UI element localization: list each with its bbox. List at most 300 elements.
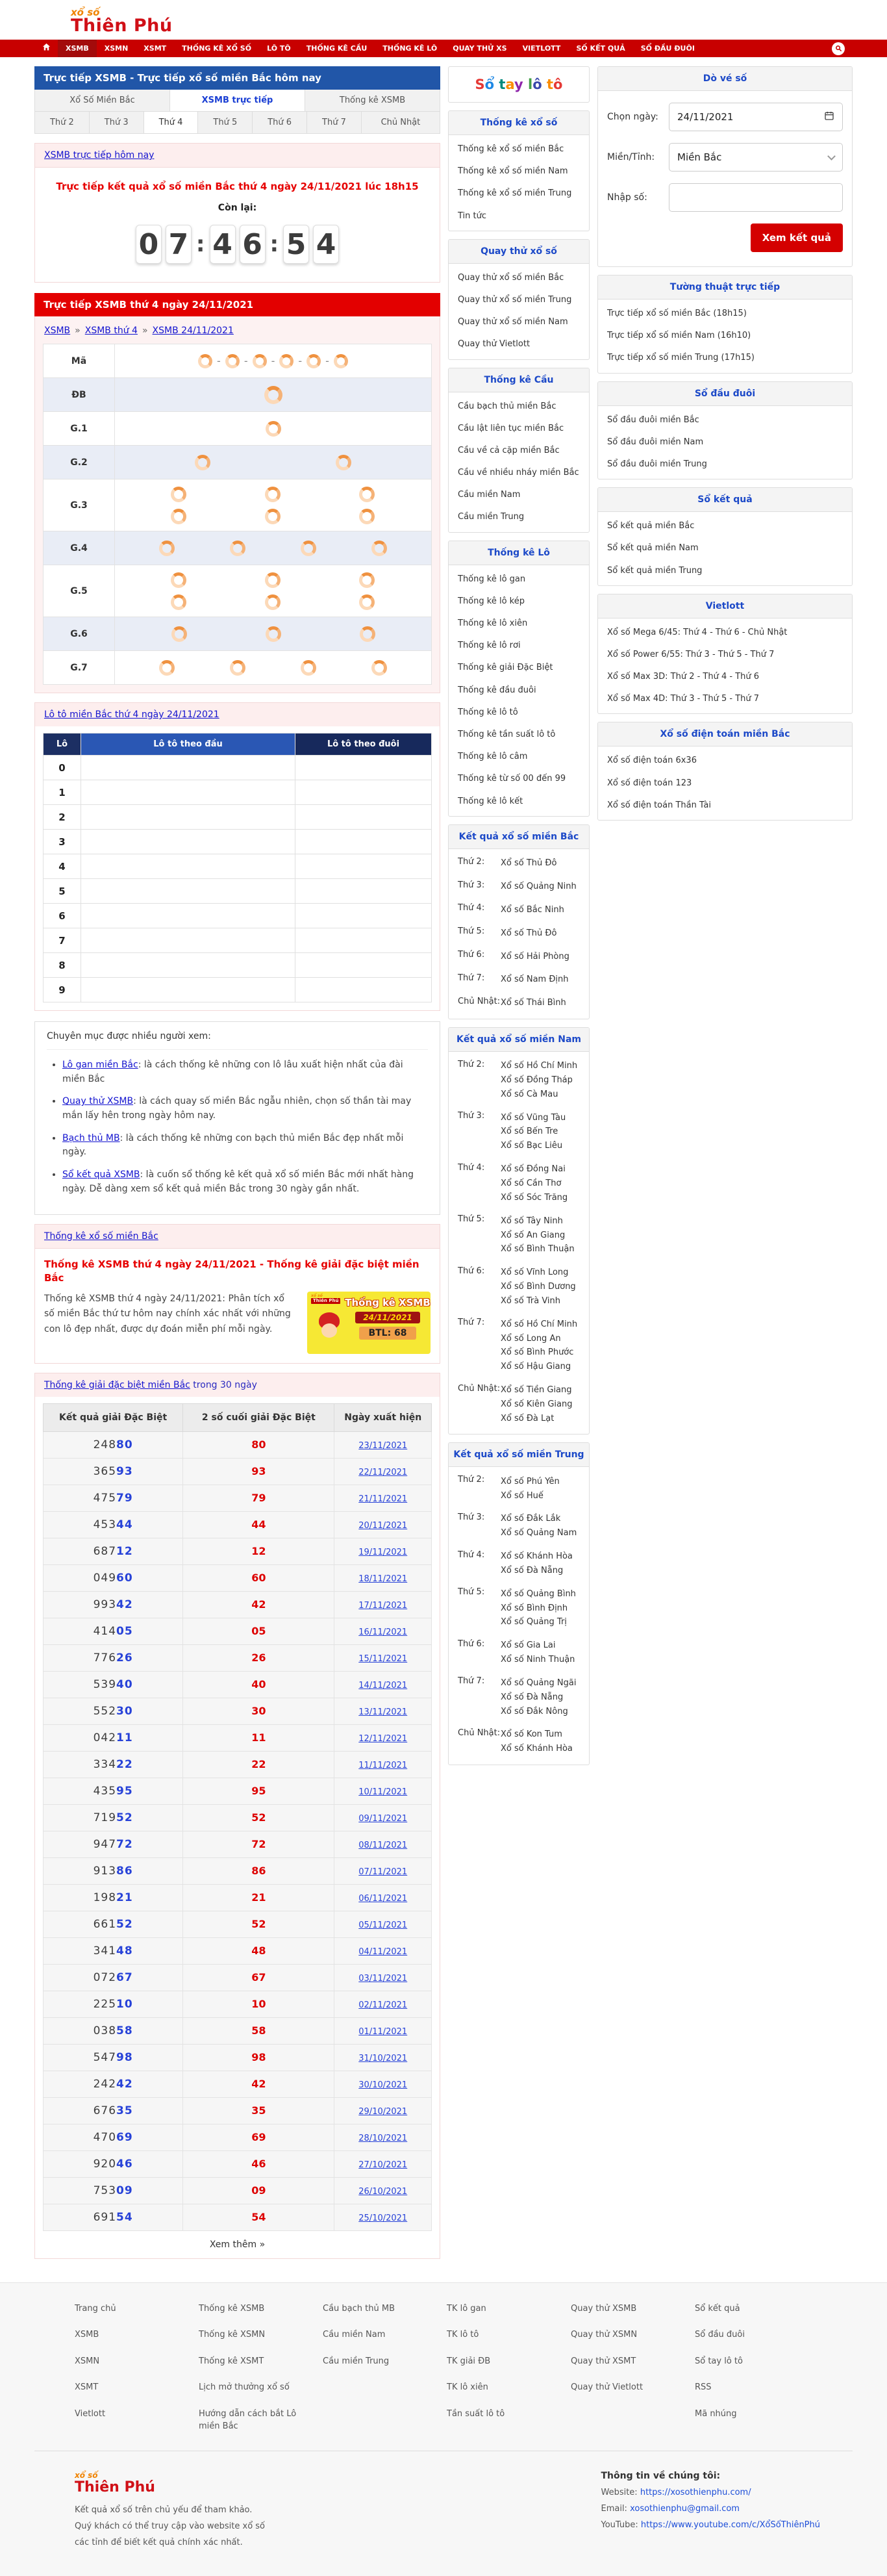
special-prize-number-cell bbox=[44, 1511, 183, 1538]
special-prize-number-cell bbox=[44, 1964, 183, 1991]
station-link[interactable]: Xổ số Khánh Hòa bbox=[501, 1551, 573, 1562]
station-link[interactable]: Xổ số Bình Dương bbox=[501, 1282, 576, 1292]
sidebar-card-item[interactable]: Thống kê lô gan bbox=[458, 574, 526, 584]
last-two-digits: 86 bbox=[251, 1865, 266, 1877]
number-tail: 21 bbox=[116, 1891, 133, 1904]
special-prize-number-cell bbox=[44, 1458, 183, 1485]
weekday-tab[interactable]: Thứ 3 bbox=[90, 112, 144, 134]
sidebar-card-item[interactable]: Thống kê lô rơi bbox=[458, 641, 521, 651]
schedule-stations bbox=[501, 1639, 589, 1668]
region-select[interactable] bbox=[669, 143, 843, 172]
date-link[interactable]: 16/11/2021 bbox=[358, 1627, 408, 1637]
date-link[interactable]: 19/11/2021 bbox=[358, 1548, 408, 1557]
about-link[interactable]: xosothienphu@gmail.com bbox=[630, 2503, 740, 2514]
result-row bbox=[44, 651, 432, 685]
nav-item[interactable]: THỐNG KÊ CẦU bbox=[306, 44, 368, 53]
date-link[interactable]: 08/11/2021 bbox=[358, 1841, 408, 1850]
last-two-digits-cell bbox=[183, 1618, 334, 1644]
sidebar-card-item[interactable]: Quay thử xổ số miền Trung bbox=[458, 294, 572, 305]
special-prize-number-cell bbox=[44, 1857, 183, 1884]
station-link[interactable]: Xổ số Quảng Bình bbox=[501, 1588, 576, 1599]
footer-link[interactable]: Hướng dẫn cách bắt Lô miền Bắc bbox=[199, 2408, 297, 2431]
footer-link[interactable]: Sổ đầu đuôi bbox=[695, 2330, 745, 2340]
station-link[interactable]: Xổ số Quảng Ngãi bbox=[501, 1677, 577, 1688]
sidebar-card-item[interactable]: Cầu về nhiều nháy miền Bắc bbox=[458, 468, 579, 478]
prize-value-cell bbox=[115, 479, 432, 531]
sidebar-card-item[interactable]: Thống kê xổ số miền Bắc bbox=[458, 144, 564, 154]
date-link[interactable]: 11/11/2021 bbox=[358, 1761, 408, 1770]
sidebar-card-list bbox=[598, 406, 852, 479]
loading-spinner-icon bbox=[264, 386, 282, 404]
number-tail: 10 bbox=[116, 1997, 133, 2011]
ticket-lookup-card bbox=[597, 66, 853, 267]
station-link[interactable]: Xổ số Bình Định bbox=[501, 1603, 568, 1613]
station-link[interactable]: Xổ số Quảng Trị bbox=[501, 1617, 567, 1627]
middle-sidebar bbox=[448, 66, 590, 1773]
breadcrumb-link[interactable]: XSMB thứ 4 bbox=[84, 325, 138, 336]
date-cell bbox=[334, 2124, 432, 2150]
loto-band-link[interactable]: Lô tô miền Bắc thứ 4 ngày 24/11/2021 bbox=[44, 709, 219, 720]
schedule-stations bbox=[501, 997, 589, 1011]
station-link[interactable]: Xổ số Hồ Chí Minh bbox=[501, 1061, 578, 1071]
special-prize-number bbox=[94, 2211, 133, 2224]
stats-article-panel bbox=[34, 1224, 440, 1364]
breadcrumb-separator: » bbox=[142, 325, 148, 336]
last-two-digits-cell bbox=[183, 1857, 334, 1884]
date-link[interactable]: 12/11/2021 bbox=[358, 1734, 408, 1744]
topic-link[interactable]: Quay thử XSMB bbox=[62, 1096, 134, 1107]
view-result-button[interactable]: Xem kết quả bbox=[751, 223, 843, 252]
nav-item[interactable]: QUAY THỬ XS bbox=[453, 44, 507, 53]
footer-link[interactable]: TK giải ĐB bbox=[447, 2356, 491, 2366]
footer-link[interactable]: TK lô gan bbox=[447, 2303, 486, 2314]
search-button[interactable] bbox=[832, 40, 853, 57]
station-link[interactable]: Xổ số Hải Phòng bbox=[501, 951, 569, 962]
last-two-digits: 46 bbox=[251, 2158, 266, 2170]
last-two-digits: 69 bbox=[251, 2131, 266, 2143]
number-head: 470 bbox=[93, 2130, 117, 2144]
station-link[interactable]: Xổ số Hồ Chí Minh bbox=[501, 1319, 578, 1329]
station-link[interactable]: Xổ số Tiền Giang bbox=[501, 1385, 572, 1396]
sidebar-card-title: Thống kê Lô bbox=[449, 541, 589, 565]
special-prize-number-cell bbox=[44, 1884, 183, 1911]
number-head: 038 bbox=[93, 2024, 117, 2037]
station-link[interactable]: Xổ số Kiên Giang bbox=[501, 1399, 573, 1409]
date-link[interactable]: 18/11/2021 bbox=[358, 1574, 408, 1584]
spinner-cell bbox=[132, 452, 273, 474]
schedule-row bbox=[449, 1262, 589, 1314]
loading-spinner-icon bbox=[171, 509, 186, 524]
number-head: 993 bbox=[93, 1598, 117, 1611]
footer-link[interactable]: Cầu bạch thủ MB bbox=[323, 2303, 395, 2314]
station-link[interactable]: Xổ số Kon Tum bbox=[501, 1729, 562, 1740]
sidebar-card-item[interactable]: Thống kê xổ số miền Trung bbox=[458, 188, 572, 199]
schedule-stations bbox=[501, 973, 589, 988]
station-link[interactable]: Xổ số Bình Thuận bbox=[501, 1244, 575, 1255]
last-two-digits: 54 bbox=[251, 2211, 266, 2223]
nav-items bbox=[58, 40, 703, 57]
schedule-stations bbox=[501, 880, 589, 895]
sidebar-card-item[interactable]: Trực tiếp xổ số miền Nam (16h10) bbox=[607, 331, 751, 341]
result-row bbox=[44, 479, 432, 531]
sidebar-card-item[interactable]: Sổ đầu đuôi miền Nam bbox=[607, 437, 704, 447]
prize-label: G.1 bbox=[44, 412, 115, 446]
sidebar-card-item[interactable]: Thống kê lô tô bbox=[458, 707, 518, 717]
station-link[interactable]: Xổ số Ninh Thuận bbox=[501, 1655, 575, 1665]
station-link[interactable]: Xổ số Bắc Ninh bbox=[501, 904, 564, 915]
site-logo[interactable] bbox=[71, 8, 173, 34]
notebook-letter: l bbox=[528, 77, 533, 92]
special-prize-number-cell bbox=[44, 1564, 183, 1591]
db-stats-band-rest: trong 30 ngày bbox=[190, 1379, 257, 1390]
spinner-cell bbox=[132, 383, 414, 407]
special-prize-number bbox=[94, 1758, 133, 1771]
weekday-tab[interactable]: Thứ 4 bbox=[144, 112, 199, 134]
loading-spinner-icon bbox=[371, 541, 387, 556]
date-link[interactable]: 04/11/2021 bbox=[358, 1947, 408, 1957]
special-prize-number bbox=[94, 2131, 133, 2144]
sidebar-card-item[interactable]: Thống kê giải Đặc Biệt bbox=[458, 663, 553, 673]
footer-brand-block bbox=[75, 2471, 265, 2551]
countdown-digit: 4 bbox=[313, 225, 339, 264]
sidebar-card-item[interactable]: Thống kê lô kết bbox=[458, 796, 523, 806]
station-link[interactable]: Xổ số An Giang bbox=[501, 1230, 566, 1240]
station-link[interactable]: Xổ số Cần Thơ bbox=[501, 1179, 562, 1188]
prize-spinners bbox=[115, 535, 431, 562]
footer-link[interactable]: Thống kê XSMN bbox=[199, 2330, 266, 2340]
sidebar-card bbox=[448, 368, 590, 533]
site-footer bbox=[0, 2282, 887, 2576]
spinner-cell bbox=[226, 483, 320, 505]
sidebar-card-item[interactable]: Cầu về cả cặp miền Bắc bbox=[458, 445, 560, 455]
region-value: Miền Bắc bbox=[677, 151, 722, 163]
special-prize-number bbox=[94, 1678, 133, 1691]
loto-row bbox=[44, 780, 432, 805]
loto-by-head-cell bbox=[81, 928, 295, 953]
prize-spinners bbox=[115, 449, 431, 476]
notebook-letter: t bbox=[499, 77, 506, 92]
schedule-row bbox=[449, 1583, 589, 1635]
date-link[interactable]: 01/11/2021 bbox=[358, 2027, 408, 2037]
station-link[interactable]: Xổ số Đắk Lắk bbox=[501, 1514, 561, 1524]
date-link[interactable]: 30/10/2021 bbox=[358, 2080, 408, 2090]
sidebar-card-list bbox=[449, 135, 589, 231]
footer-link[interactable]: TK lô xiên bbox=[447, 2382, 488, 2392]
footer-link[interactable]: Mã nhúng bbox=[695, 2408, 737, 2419]
about-link[interactable]: https://www.youtube.com/c/XổSốThiênPhú bbox=[640, 2519, 820, 2530]
loading-spinner-icon bbox=[253, 354, 267, 368]
sidebar-card-item[interactable]: Thống kê đầu đuôi bbox=[458, 685, 536, 695]
number-tail: 72 bbox=[116, 1837, 133, 1851]
sidebar-card-item[interactable]: Quay thử Vietlott bbox=[458, 339, 531, 350]
schedule-stations bbox=[501, 1728, 589, 1757]
station-link[interactable]: Xổ số Thái Bình bbox=[501, 998, 566, 1008]
station-link[interactable]: Xổ số Vũng Tàu bbox=[501, 1112, 566, 1123]
station-link[interactable]: Xổ số Sóc Trăng bbox=[501, 1192, 568, 1203]
sidebar-card-item[interactable]: Cầu miền Trung bbox=[458, 512, 525, 522]
live-band-link[interactable]: XSMB trực tiếp hôm nay bbox=[44, 150, 155, 160]
date-link[interactable]: 06/11/2021 bbox=[358, 1894, 408, 1904]
special-prize-row bbox=[44, 2204, 432, 2230]
number-head: 042 bbox=[93, 1731, 117, 1744]
about-link[interactable]: https://xosothienphu.com/ bbox=[640, 2487, 751, 2497]
sidebar-card-item[interactable]: Thống kê lô câm bbox=[458, 752, 528, 762]
weekday-tab[interactable]: Thứ 6 bbox=[253, 112, 307, 134]
sidebar-card-item[interactable]: Xổ số điện toán 6x36 bbox=[607, 756, 697, 766]
station-link[interactable]: Xổ số Đắk Nông bbox=[501, 1706, 568, 1716]
nav-item[interactable]: XSMB bbox=[58, 40, 97, 57]
date-link[interactable]: 26/10/2021 bbox=[358, 2187, 408, 2197]
station-link[interactable]: Xổ số Hậu Giang bbox=[501, 1362, 571, 1372]
special-prize-number-cell bbox=[44, 1485, 183, 1511]
footer-link[interactable]: XSMT bbox=[75, 2382, 99, 2392]
date-link[interactable]: 31/10/2021 bbox=[358, 2054, 408, 2063]
footer-link[interactable]: Cầu miền Nam bbox=[323, 2330, 386, 2340]
station-link[interactable]: Xổ số Huế bbox=[501, 1490, 543, 1501]
sidebar-card-item[interactable]: Xổ số Max 4D: Thứ 3 - Thứ 5 - Thứ 7 bbox=[607, 694, 760, 704]
stats-article-band-link[interactable]: Thống kê xổ số miền Bắc bbox=[44, 1231, 158, 1242]
stats-banner-image[interactable] bbox=[307, 1292, 431, 1354]
footer-tagline bbox=[75, 2502, 265, 2551]
spinner-cell bbox=[132, 483, 226, 505]
sidebar-card-item[interactable]: Trực tiếp xổ số miền Bắc (18h15) bbox=[607, 309, 747, 318]
footer-link[interactable]: XSMN bbox=[75, 2356, 100, 2366]
date-link[interactable]: 22/11/2021 bbox=[358, 1468, 408, 1477]
sidebar-card-item[interactable]: Sổ kết quả miền Bắc bbox=[607, 521, 695, 531]
footer-link[interactable]: Lịch mở thưởng xổ số bbox=[199, 2382, 290, 2392]
schedule-stations bbox=[501, 950, 589, 964]
sidebar-card-item[interactable]: Xổ số Power 6/55: Thứ 3 - Thứ 5 - Thứ 7 bbox=[607, 649, 775, 659]
number-head: 539 bbox=[93, 1677, 117, 1691]
sidebar-card-item[interactable]: Xổ số điện toán 123 bbox=[607, 778, 692, 788]
last-two-digits-cell bbox=[183, 1538, 334, 1564]
topic-link[interactable]: Bạch thủ MB bbox=[62, 1132, 120, 1143]
sidebar-card-item[interactable]: Thống kê từ số 00 đến 99 bbox=[458, 774, 566, 784]
nav-item[interactable]: LÔ TÔ bbox=[267, 44, 291, 53]
date-link[interactable]: 14/11/2021 bbox=[358, 1681, 408, 1690]
footer-link[interactable]: Thống kê XSMB bbox=[199, 2303, 265, 2314]
schedule-day-label: Thứ 5: bbox=[458, 1587, 485, 1598]
sidebar-card-item[interactable]: Thống kê lô kép bbox=[458, 596, 525, 606]
date-link[interactable]: 13/11/2021 bbox=[358, 1707, 408, 1717]
date-link[interactable]: 23/11/2021 bbox=[358, 1441, 408, 1451]
number-head: 776 bbox=[93, 1651, 117, 1664]
date-link[interactable]: 28/10/2021 bbox=[358, 2134, 408, 2143]
tab[interactable]: Xổ Số Miền Bắc bbox=[34, 90, 170, 112]
special-prize-row bbox=[44, 1698, 432, 1724]
tab[interactable]: Thống kê XSMB bbox=[305, 90, 440, 112]
date-link[interactable]: 03/11/2021 bbox=[358, 1974, 408, 1983]
sidebar-card-item[interactable]: Cầu miền Nam bbox=[458, 490, 521, 500]
date-link[interactable]: 21/11/2021 bbox=[358, 1494, 408, 1504]
date-link[interactable]: 17/11/2021 bbox=[358, 1601, 408, 1611]
station-link[interactable]: Xổ số Đà Nẵng bbox=[501, 1565, 564, 1575]
special-prize-header: 2 số cuối giải Đặc Biệt bbox=[183, 1403, 334, 1431]
schedule-day-label: Thứ 6: bbox=[458, 1639, 485, 1649]
nav-item[interactable]: THỐNG KÊ XỔ SỐ bbox=[182, 44, 252, 53]
breadcrumb bbox=[43, 324, 432, 344]
loading-spinner-icon bbox=[195, 455, 210, 470]
footer-link[interactable]: Sổ kết quả bbox=[695, 2303, 740, 2314]
stats-article-heading: Thống kê XSMB thứ 4 ngày 24/11/2021 - Thống kê giải đặc biệt miền Bắc bbox=[44, 1258, 419, 1284]
db-stats-band-link[interactable]: Thống kê giải đặc biệt miền Bắc bbox=[44, 1379, 190, 1390]
sidebar-card-item[interactable]: Quay thử xổ số miền Nam bbox=[458, 317, 568, 327]
weekday-tab[interactable]: Thứ 7 bbox=[307, 112, 362, 134]
prize-spinners bbox=[115, 654, 431, 682]
sidebar-card-item[interactable]: Sổ đầu đuôi miền Trung bbox=[607, 459, 707, 469]
station-link[interactable]: Xổ số Long An bbox=[501, 1333, 561, 1344]
special-prize-number bbox=[94, 1572, 133, 1585]
special-prize-number-cell bbox=[44, 1751, 183, 1778]
weekday-tab[interactable]: Thứ 2 bbox=[34, 112, 90, 134]
sidebar-card-item[interactable]: Xổ số Max 3D: Thứ 2 - Thứ 4 - Thứ 6 bbox=[607, 672, 760, 682]
footer-tagline-line: các tỉnh để biết kết quả chính xác nhất. bbox=[75, 2538, 243, 2548]
station-link[interactable]: Xổ số Khánh Hòa bbox=[501, 1744, 573, 1754]
station-link[interactable]: Xổ số Cà Mau bbox=[501, 1089, 558, 1099]
see-more-link[interactable]: Xem thêm » bbox=[209, 2239, 266, 2250]
loading-spinner-icon bbox=[159, 541, 175, 556]
sidebar-card-item[interactable]: Trực tiếp xổ số miền Trung (17h15) bbox=[607, 353, 755, 363]
sidebar-card-item[interactable]: Sổ kết quả miền Trung bbox=[607, 565, 703, 576]
schedule-row bbox=[449, 945, 589, 969]
station-link[interactable]: Xổ số Nam Định bbox=[501, 975, 569, 985]
date-cell bbox=[334, 1724, 432, 1751]
date-input[interactable] bbox=[669, 103, 843, 131]
topic-link[interactable]: Sổ kết quả XSMB bbox=[62, 1169, 140, 1180]
station-link[interactable]: Xổ số Đà Nẵng bbox=[501, 1692, 564, 1702]
sidebar-card-item[interactable]: Thống kê xổ số miền Nam bbox=[458, 166, 568, 177]
station-link[interactable]: Xổ số Quảng Ninh bbox=[501, 882, 577, 892]
date-cell bbox=[334, 2177, 432, 2204]
station-link[interactable]: Xổ số Tây Ninh bbox=[501, 1216, 563, 1226]
footer-link[interactable]: RSS bbox=[695, 2382, 712, 2392]
loto-by-tail-cell bbox=[295, 780, 432, 805]
notebook-letter: ổ bbox=[484, 77, 495, 92]
date-link[interactable]: 02/11/2021 bbox=[358, 2000, 408, 2010]
last-two-digits-cell bbox=[183, 2044, 334, 2071]
sidebar-card-item[interactable]: Sổ kết quả miền Nam bbox=[607, 543, 699, 554]
station-link[interactable]: Xổ số Đà Lạt bbox=[501, 1413, 555, 1423]
station-link[interactable]: Xổ số Đồng Nai bbox=[501, 1164, 566, 1175]
footer-link[interactable]: Trang chủ bbox=[75, 2303, 116, 2314]
date-link[interactable]: 05/11/2021 bbox=[358, 1920, 408, 1930]
date-link[interactable]: 09/11/2021 bbox=[358, 1814, 408, 1824]
footer-link[interactable]: Cầu miền Trung bbox=[323, 2356, 390, 2366]
date-link[interactable]: 07/11/2021 bbox=[358, 1867, 408, 1877]
footer-link[interactable]: Tần suất lô tô bbox=[447, 2408, 505, 2419]
breadcrumb-link[interactable]: XSMB bbox=[44, 325, 71, 336]
number-input[interactable] bbox=[669, 183, 843, 212]
schedule-day-label: Chủ Nhật: bbox=[458, 1383, 501, 1394]
loto-digit: 4 bbox=[44, 854, 81, 879]
station-link[interactable]: Xổ số Phú Yên bbox=[501, 1476, 560, 1486]
station-link[interactable]: Xổ số Đồng Tháp bbox=[501, 1075, 573, 1085]
sidebar-card-item[interactable]: Thống kê tần suất lô tô bbox=[458, 729, 556, 739]
nav-item[interactable]: SỐ KẾT QUẢ bbox=[576, 44, 625, 53]
results-title: Trực tiếp XSMB thứ 4 ngày 24/11/2021 bbox=[34, 293, 440, 316]
sidebar-card-item[interactable]: Thống kê lô xiên bbox=[458, 618, 528, 628]
result-row bbox=[44, 344, 432, 378]
special-prize-row bbox=[44, 1458, 432, 1485]
sidebar-card-item[interactable]: Xổ số Mega 6/45: Thứ 4 - Thứ 6 - Chủ Nhật bbox=[607, 627, 788, 637]
loto-row bbox=[44, 978, 432, 1002]
prize-label: Mã bbox=[44, 344, 115, 378]
last-two-digits: 12 bbox=[251, 1545, 266, 1557]
station-link[interactable]: Xổ số Bến Tre bbox=[501, 1127, 558, 1137]
sidebar-card-item[interactable]: Cầu bạch thủ miền Bắc bbox=[458, 401, 556, 411]
special-prize-number bbox=[94, 1998, 133, 2011]
date-link[interactable]: 15/11/2021 bbox=[358, 1654, 408, 1664]
sidebar-card-item[interactable]: Xổ số điện toán Thần Tài bbox=[607, 800, 711, 810]
station-link[interactable]: Xổ số Vĩnh Long bbox=[501, 1268, 569, 1278]
date-link[interactable]: 20/11/2021 bbox=[358, 1521, 408, 1531]
sidebar-card bbox=[597, 275, 853, 374]
loading-spinner-icon bbox=[306, 354, 321, 368]
topic-link[interactable]: Lô gan miền Bắc bbox=[62, 1060, 138, 1070]
date-link[interactable]: 10/11/2021 bbox=[358, 1787, 408, 1797]
station-link[interactable]: Xổ số Thủ Đô bbox=[501, 928, 557, 938]
about-title: Thông tin về chúng tôi: bbox=[601, 2470, 721, 2481]
nav-item[interactable]: VIETLOTT bbox=[522, 44, 561, 53]
nav-item[interactable]: XSMT bbox=[144, 44, 167, 53]
date-link[interactable]: 27/10/2021 bbox=[358, 2160, 408, 2170]
footer-link[interactable]: Vietlott bbox=[75, 2408, 106, 2419]
date-link[interactable]: 29/10/2021 bbox=[358, 2107, 408, 2117]
footer-link[interactable]: Quay thử Vietlott bbox=[571, 2382, 643, 2392]
home-button[interactable] bbox=[34, 40, 58, 57]
station-link[interactable]: Xổ số Bạc Liêu bbox=[501, 1141, 563, 1151]
station-link[interactable]: Xổ số Thủ Đô bbox=[501, 858, 557, 869]
number-head: 547 bbox=[93, 2050, 117, 2064]
station-link[interactable]: Xổ số Bình Phước bbox=[501, 1347, 574, 1358]
number-tail: 40 bbox=[116, 1677, 133, 1691]
station-link[interactable]: Xổ số Trà Vinh bbox=[501, 1295, 561, 1306]
footer-link[interactable]: Thống kê XSMT bbox=[199, 2356, 264, 2366]
loading-spinner-icon bbox=[371, 660, 387, 676]
stats-article-body bbox=[35, 1248, 440, 1363]
station-link[interactable]: Xổ số Gia Lai bbox=[501, 1640, 556, 1651]
nav-item[interactable]: THỐNG KÊ LÔ bbox=[382, 44, 438, 53]
number-head: 242 bbox=[93, 2077, 117, 2091]
footer-link[interactable]: Quay thử XSMB bbox=[571, 2303, 637, 2314]
right-sidebar bbox=[597, 66, 853, 828]
nav-item[interactable]: XSMN bbox=[104, 44, 129, 53]
sidebar-card-item[interactable]: Sổ đầu đuôi miền Bắc bbox=[607, 414, 699, 425]
sidebar-card-item[interactable]: Tin tức bbox=[458, 210, 487, 221]
date-link[interactable]: 25/10/2021 bbox=[358, 2213, 408, 2223]
special-prize-row bbox=[44, 1618, 432, 1644]
loto-notebook-title[interactable] bbox=[448, 66, 590, 103]
footer-link[interactable]: XSMB bbox=[75, 2330, 99, 2340]
about-label: Website: bbox=[601, 2487, 640, 2497]
sidebar-card bbox=[597, 722, 853, 821]
breadcrumb-link[interactable]: XSMB 24/11/2021 bbox=[152, 325, 234, 336]
special-prize-number-cell bbox=[44, 1831, 183, 1857]
prize-label: G.3 bbox=[44, 479, 115, 531]
nav-item[interactable]: SỔ ĐẦU ĐUÔI bbox=[640, 44, 695, 53]
schedule-day-label: Thứ 2: bbox=[458, 856, 485, 867]
footer-link[interactable]: Sổ tay lô tô bbox=[695, 2356, 743, 2366]
footer-link[interactable]: Quay thử XSMN bbox=[571, 2330, 638, 2340]
sidebar-card-item[interactable]: Cầu lật liên tục miền Bắc bbox=[458, 423, 564, 433]
sidebar-card-item[interactable]: Quay thử xổ số miền Bắc bbox=[458, 272, 564, 283]
weekday-tab[interactable]: Thứ 5 bbox=[198, 112, 253, 134]
weekday-tab[interactable]: Chủ Nhật bbox=[362, 112, 440, 134]
footer-link[interactable]: Quay thử XSMT bbox=[571, 2356, 636, 2366]
tab[interactable]: XSMB trực tiếp bbox=[170, 90, 305, 112]
station-link[interactable]: Xổ số Quảng Nam bbox=[501, 1528, 577, 1538]
footer-link[interactable]: TK lô tô bbox=[447, 2330, 479, 2340]
